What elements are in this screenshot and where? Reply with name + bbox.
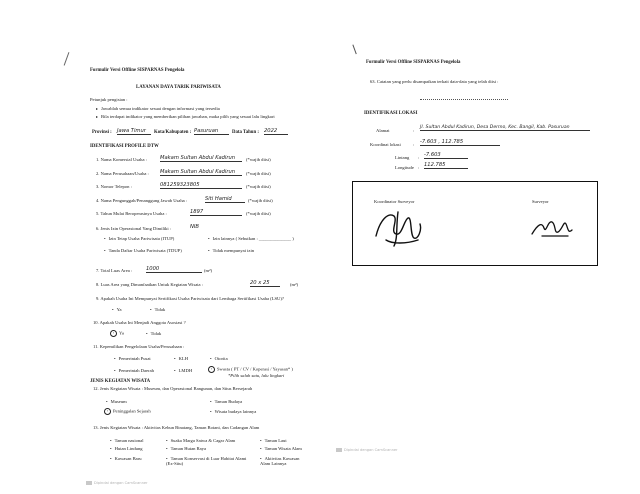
jenis-title: JENIS KEGIATAN WISATA xyxy=(90,379,151,384)
q6-option-2: • Izin lainnya ( Sebutkan : ______________ ) xyxy=(208,236,294,241)
bujur-label: Longitude xyxy=(395,165,414,170)
surveyor-signature xyxy=(528,212,574,242)
form-header-title: Formulir Versi Offline SISPARNAS Pengelola xyxy=(90,68,185,73)
field-1-label: 1. Nama Komersial Usaha : xyxy=(96,157,147,162)
q11-option-3: • Otorita xyxy=(210,356,228,361)
lokasi-title: IDENTIFIKASI LOKASI xyxy=(364,111,418,116)
alamat-value: Jl. Sultan Abdul Kadirun, Desa Dermo, Kec. Bangil, Kab. Pasuruan xyxy=(420,125,590,131)
q11-option-2: • KLH xyxy=(174,356,188,361)
q11-option-4: • Pemerintah Daerah xyxy=(114,368,154,373)
provinsi-value: Jawa Timur xyxy=(117,128,151,135)
q10-option-ya: • Ya xyxy=(110,330,124,337)
q9-option-ya: • Ya xyxy=(112,307,122,312)
bujur-value: 112.785 xyxy=(424,162,468,169)
q8-value: 20 x 25 xyxy=(250,280,280,287)
pen-mark-left xyxy=(64,52,71,66)
camscanner-logo-icon xyxy=(336,448,342,452)
q6-value: NIB xyxy=(190,224,199,230)
q11-note: *Pilih salah satu, lalu lingkari xyxy=(228,373,285,378)
q63-label: 63. Catatan yang perlu disampaikan terkait data-data yang telah diisi : xyxy=(370,79,499,84)
q63-answer-line xyxy=(420,99,508,100)
petunjuk-label: Petunjuk pengisian : xyxy=(90,97,128,102)
q7-unit: (m²) xyxy=(204,268,213,273)
q11-option-1: • Pemerintah Pusat xyxy=(114,356,151,361)
camscanner-logo-icon xyxy=(86,481,92,485)
q12-option-1: • Museum xyxy=(106,399,127,404)
q13-option-3: • Taman Laut xyxy=(260,438,287,443)
kota-label: Kota/Kabupaten : xyxy=(154,130,192,135)
q8-label: 8. Luas Area yang Dimanfaatkan Untuk Kegiatan Wisata : xyxy=(96,282,204,287)
koordinat-label: Koordinat lokasi xyxy=(370,142,401,147)
tahun-label: Data Tahun : xyxy=(232,130,259,135)
field-5-value: 1897 xyxy=(190,209,242,216)
pen-mark xyxy=(352,44,358,54)
q6-option-1: • Izin Tetap Usaha Pariwisata (ITUP) xyxy=(104,236,174,241)
q9-option-tidak: • Tidak xyxy=(150,307,165,312)
form-header-title-2: Formulir Versi Offline SISPARNAS Pengelola xyxy=(366,60,461,65)
q10-option-tidak: • Tidak xyxy=(146,331,161,336)
q13-option-5: • Taman Hutan Raya xyxy=(166,446,206,451)
q9-label: 9. Apakah Usaha Ini Mempunyai Sertifikasi Usaha Pariwisata dari Lembaga Sertifikasi Usaha (LSU)? xyxy=(96,296,284,301)
q6-option-4: • Tidak mempunyai izin xyxy=(208,248,254,253)
lintang-value: -7.603 xyxy=(424,152,468,159)
q13-option-9: • Aktivitas Kawasan Alam Lainnya xyxy=(260,456,306,467)
koordinat-colon: : xyxy=(413,142,415,147)
field-1-value: Makam Sultan Abdul Kadirun xyxy=(160,155,242,162)
field-1-note: (*wajib diisi) xyxy=(246,157,271,162)
koordinator-signature xyxy=(368,206,428,248)
field-4-note: (*wajib diisi) xyxy=(248,198,273,203)
provinsi-label: Provinsi : xyxy=(92,130,112,135)
koordinator-label: Koordinator Surveyor xyxy=(374,199,415,204)
alamat-colon: : xyxy=(413,128,415,133)
koordinat-value: -7.603 , 112.785 xyxy=(420,139,500,146)
q13-option-6: • Taman Wisata Alam xyxy=(260,446,302,451)
field-3-value: 081259323805 xyxy=(160,182,242,189)
instruction-2: ▸ Bila terdapat indikator yang memberikan pilihan jawaban, maka pilih yang sesuai lalu lingkari xyxy=(96,114,275,119)
q8-unit: (m²) xyxy=(290,282,299,287)
q7-label: 7. Total Luas Area : xyxy=(96,268,133,273)
kota-value: Pasuruan xyxy=(194,128,229,135)
field-4-label: 4. Nama Pengunggah/Penanggung Jawab Usaha : xyxy=(96,198,188,203)
field-3-label: 3. Nomor Telepon : xyxy=(96,184,132,189)
q12-option-4: • Wisata budaya lainnya xyxy=(210,409,256,414)
q13-option-1: • Taman nasional xyxy=(110,438,144,443)
lintang-colon: : xyxy=(418,155,420,160)
field-2-label: 2. Nama Perusahaan/Usaha : xyxy=(96,171,149,176)
field-2-note: (*wajib diisi) xyxy=(246,171,271,176)
field-3-note: (*wajib diisi) xyxy=(246,184,271,189)
q11-label: 11. Kepemilikan Pengelolaan Usaha/Perusahaan : xyxy=(93,344,185,349)
q12-label: 12. Jenis Kegiatan Wisata : Museum, dan Operasional Bangunan, dan Situs Bersejarah xyxy=(93,386,253,391)
camscanner-watermark-2: Dipindai dengan CamScanner xyxy=(336,448,398,452)
section-title: LAYANAN DAYA TARIK PARIWISATA xyxy=(136,85,221,90)
identitas-title: IDENTIFIKASI PROFILE DTW xyxy=(90,144,159,149)
q13-option-8: • Taman Konservasi di Luar Habitat Alami (Ex-Situ) xyxy=(166,456,250,467)
alamat-label: Alamat xyxy=(376,128,390,133)
q6-label: 6. Jenis Izin Operasional Yang Dimiliki : xyxy=(96,226,172,231)
camscanner-watermark: Dipindai dengan CamScanner xyxy=(86,481,148,485)
q11-option-5: • LMDH xyxy=(174,368,192,373)
q13-label: 13. Jenis Kegiatan Wisata : Aktivitas Kebun Binatang, Taman Botani, dan Cadangan Alam xyxy=(93,425,260,430)
q7-value: 1000 xyxy=(146,266,202,273)
field-4-value: Siti Hamid xyxy=(205,196,245,203)
q6-option-3: • Tanda Daftar Usaha Pariwisata (TDUP) xyxy=(104,248,182,253)
circled-mark-icon: • xyxy=(104,408,111,415)
circled-mark-icon: • xyxy=(110,330,117,337)
circled-mark-icon: • xyxy=(208,366,215,373)
tahun-value: 2022 xyxy=(264,128,288,135)
lintang-label: Lintang xyxy=(395,155,410,160)
bujur-colon: : xyxy=(418,165,420,170)
surveyor-label: Surveyor xyxy=(532,199,549,204)
instruction-1: ▸ Jawablah semua indikator sesuai dengan informasi yang tersedia xyxy=(96,106,220,111)
q12-option-2: • Taman Budaya xyxy=(210,399,242,404)
q13-option-7: • Kawasan Baru xyxy=(110,456,142,461)
field-5-note: (*wajib diisi) xyxy=(246,211,271,216)
q12-option-3: • Peninggalan Sejarah xyxy=(104,408,151,415)
field-5-label: 5. Tahun Mulai Beroperasinya Usaha : xyxy=(96,211,167,216)
field-2-value: Makam Sultan Abdul Kadirun xyxy=(160,169,242,176)
q10-label: 10. Apakah Usaha Ini Menjadi Anggota Asosiasi ? xyxy=(93,320,186,325)
q13-option-2: • Suaka Marga Satwa & Cagar Alam xyxy=(166,438,235,443)
q11-option-6: • Swasta ( PT / CV / Koperasi / Yayasan* ) xyxy=(208,366,293,373)
q13-option-4: • Hutan Lindung xyxy=(110,446,143,451)
